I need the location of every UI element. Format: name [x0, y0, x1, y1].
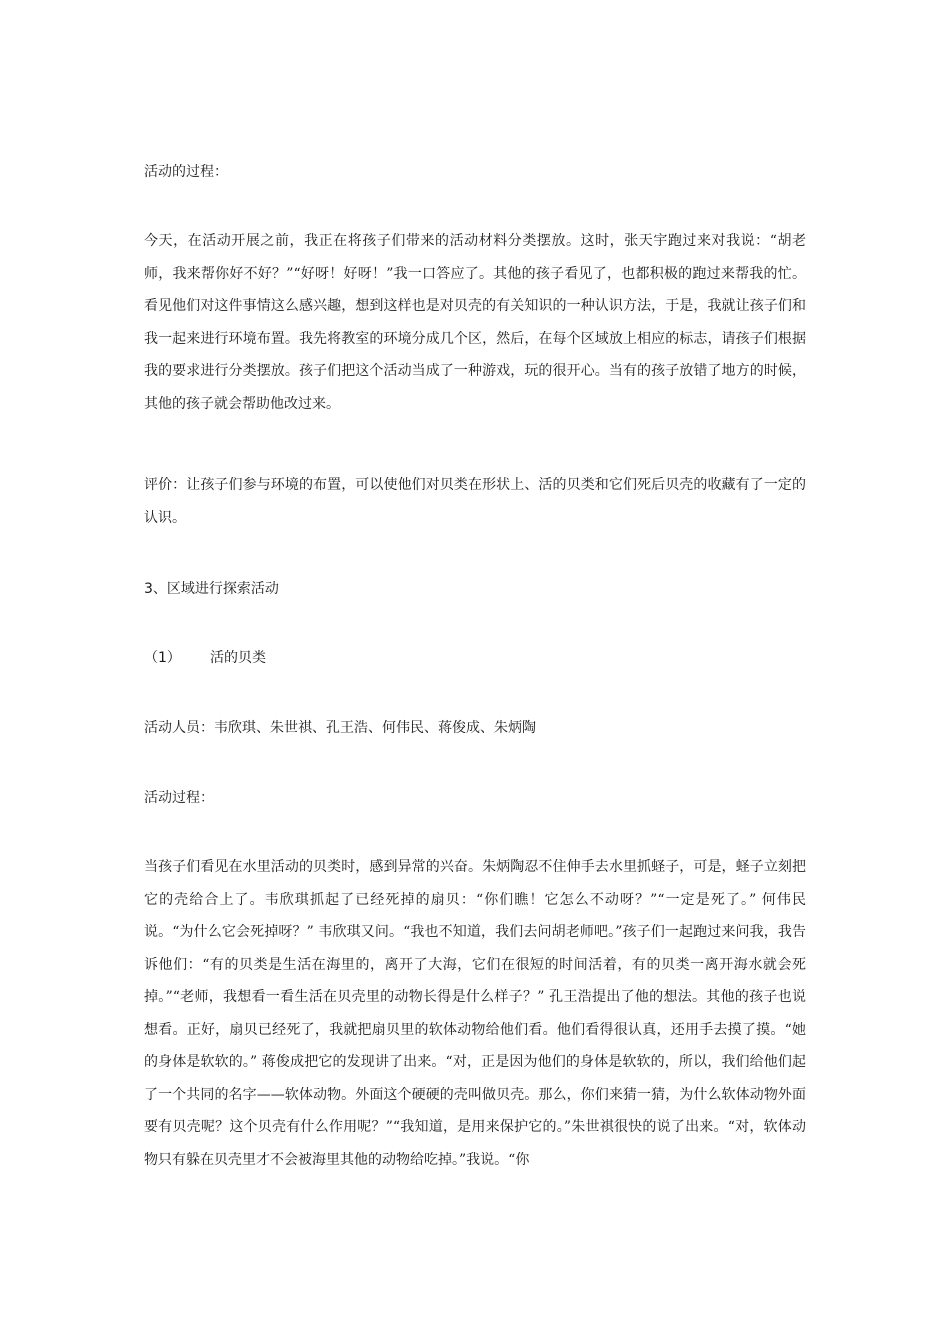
sub-heading-marker: （1） — [144, 650, 181, 666]
participants-line: 活动人员：韦欣琪、朱世祺、孔王浩、何伟民、蒋俊成、朱炳陶 — [144, 720, 536, 736]
sub-heading — [144, 642, 266, 675]
sub-heading-title: 活的贝类 — [210, 650, 266, 666]
process-label-1: 活动的过程： — [144, 164, 228, 180]
process-label-2: 活动过程： — [144, 790, 214, 806]
story-paragraph: 当孩子们看见在水里活动的贝类时，感到异常的兴奋。朱炳陶忍不住伸手去水里抓蛏子，可是，蛏子立刻把它的壳给合上了。韦欣琪抓起了已经死掉的扇贝：“你们瞧！它怎么不动呀？”“一定是死了。” 何伟民说。“为什么它会死掉呀？” 韦欣琪又问。“我也不知道，我们去问胡老师吧。”孩子们一起跑过来问我，我告诉他们：“有的贝类是生活在海里的，离开了大海，它们在很短的时间活着，有的贝类一离开海水就会死掉。”“老师，我想看一看生活在贝壳里的动物长得是什么样子？” 孔王浩提出了他的想法。其他的孩子也说想看。正好，扇贝已经死了，我就把扇贝里的软体动物给他们看。他们看得很认真，还用手去摸了摸。“她的身体是软软的。” 蒋俊成把它的发现讲了出来。“对，正是因为他们的身体是软软的，所以，我们给他们起了一个共同的名字——软体动物。外面这个硬硬的壳叫做贝壳。那么，你们来猜一猜，为什么软体动物外面要有贝壳呢？这个贝壳有什么作用呢？”“我知道，是用来保护它的。”朱世祺很快的说了出来。“对，软体动物只有躲在贝壳里才不会被海里其他的动物给吃掉。”我说。“你 — [144, 859, 806, 1168]
evaluation-paragraph: 评价：让孩子们参与环境的布置，可以使他们对贝类在形状上、活的贝类和它们死后贝壳的收藏有了一定的认识。 — [144, 477, 806, 526]
setup-paragraph: 今天，在活动开展之前，我正在将孩子们带来的活动材料分类摆放。这时，张天宇跑过来对我说：“胡老师，我来帮你好不好？”“好呀！好呀！”我一口答应了。其他的孩子看见了，也都积极的跑过来帮我的忙。看见他们对这件事情这么感兴趣，想到这样也是对贝壳的有关知识的一种认识方法，于是，我就让孩子们和我一起来进行环境布置。我先将教室的环境分成几个区，然后，在每个区域放上相应的标志，请孩子们根据我的要求进行分类摆放。孩子们把这个活动当成了一种游戏，玩的很开心。当有的孩子放错了地方的时候，其他的孩子就会帮助他改过来。 — [144, 233, 806, 412]
section-heading: 3、区域进行探索活动 — [144, 581, 279, 597]
